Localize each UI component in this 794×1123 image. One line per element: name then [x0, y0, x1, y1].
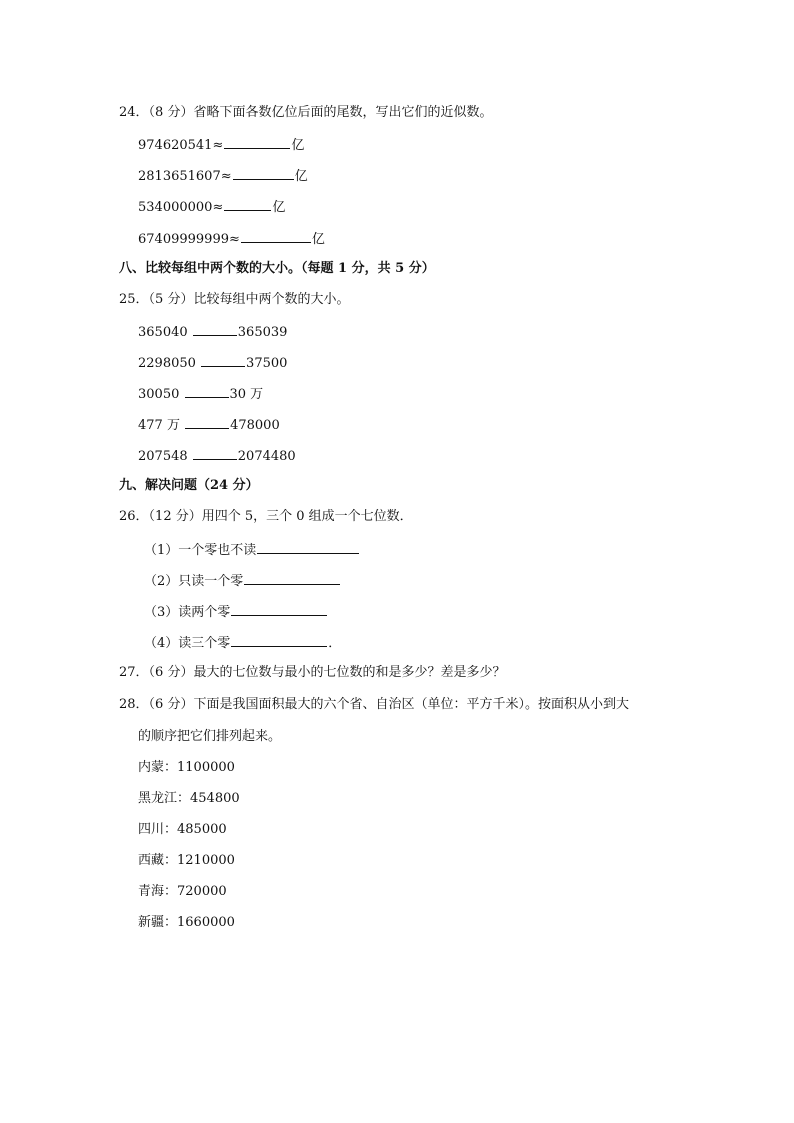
q24-item-4-unit: 亿: [311, 232, 325, 247]
q25-pair-5: [138, 447, 296, 465]
q28-region-3: 四川：485000: [138, 822, 227, 837]
q25-pair-1-left: 365040: [138, 325, 188, 340]
q27-heading: 27．（6 分）最大的七位数与最小的七位数的和是多少？差是多少？: [119, 665, 506, 680]
q25-heading: 25．（5 分）比较每组中两个数的大小。: [119, 292, 350, 307]
q25-pair-3: [138, 385, 263, 403]
q26-part-1: [144, 541, 360, 559]
q24-item-1-number: 974620541≈: [138, 138, 224, 153]
answer-blank[interactable]: [244, 572, 340, 585]
q25-pair-1: [138, 323, 287, 341]
q25-pair-5-right: 2074480: [237, 449, 296, 464]
q28-region-4: 西藏：1210000: [138, 853, 235, 868]
q25-pair-4-left: 477 万: [138, 418, 180, 433]
section-9-heading: 九、解决问题（24 分）: [119, 478, 259, 493]
q25-pair-1-right: 365039: [237, 325, 288, 340]
compare-blank[interactable]: [185, 416, 229, 429]
q28-heading-continued: 的顺序把它们排列起来。: [138, 729, 282, 744]
q25-pair-2-left: 2298050: [138, 356, 196, 371]
q28-region-2: 黑龙江：454800: [138, 791, 240, 806]
q26-heading: 26．（12 分）用四个 5，三个 0 组成一个七位数．: [119, 509, 413, 524]
q24-item-2: [138, 167, 308, 185]
q24-item-4-number: 67409999999≈: [138, 232, 240, 247]
q25-pair-3-right: 30 万: [229, 387, 264, 402]
q26-part-1-label: （1）一个零也不读: [144, 543, 257, 558]
answer-blank[interactable]: [224, 136, 290, 149]
answer-blank[interactable]: [257, 541, 359, 554]
q25-pair-4-right: 478000: [230, 418, 280, 433]
q28-heading: 28．（6 分）下面是我国面积最大的六个省、自治区（单位：平方千米）。按面积从小到大: [119, 697, 629, 712]
q26-part-4: [144, 634, 341, 652]
answer-blank[interactable]: [231, 634, 327, 647]
q25-pair-4: [138, 416, 280, 434]
q26-part-3-label: （3）读两个零: [144, 605, 231, 620]
answer-blank[interactable]: [231, 603, 327, 616]
q24-item-3: [138, 198, 285, 216]
q24-item-3-number: 534000000≈: [138, 200, 224, 215]
q25-pair-3-left: 30050: [138, 387, 180, 402]
answer-blank[interactable]: [233, 167, 294, 180]
answer-blank[interactable]: [224, 198, 271, 211]
q26-part-4-label: （4）读三个零: [144, 636, 231, 651]
q25-pair-2-right: 37500: [246, 356, 288, 371]
q26-end-mark: ．: [328, 636, 342, 651]
q25-pair-5-left: 207548: [138, 449, 188, 464]
q24-item-3-unit: 亿: [272, 200, 286, 215]
q28-region-6: 新疆：1660000: [138, 915, 235, 930]
compare-blank[interactable]: [193, 447, 237, 460]
q24-item-2-unit: 亿: [294, 169, 308, 184]
section-8-heading: 八、比较每组中两个数的大小。（每题 1 分，共 5 分）: [119, 261, 435, 276]
q24-item-4: [138, 230, 325, 248]
q28-region-5: 青海：720000: [138, 884, 227, 899]
q24-item-2-number: 2813651607≈: [138, 169, 232, 184]
compare-blank[interactable]: [193, 323, 237, 336]
q26-part-2: [144, 572, 341, 590]
q26-part-2-label: （2）只读一个零: [144, 574, 244, 589]
answer-blank[interactable]: [241, 230, 311, 243]
q24-heading: 24．（8 分）省略下面各数亿位后面的尾数，写出它们的近似数。: [119, 105, 493, 120]
q25-pair-2: [138, 354, 287, 372]
compare-blank[interactable]: [185, 385, 229, 398]
q26-part-3: [144, 603, 328, 621]
q28-region-1: 内蒙：1100000: [138, 760, 235, 775]
compare-blank[interactable]: [201, 354, 245, 367]
q24-item-1: [138, 136, 304, 154]
q24-item-1-unit: 亿: [291, 138, 305, 153]
